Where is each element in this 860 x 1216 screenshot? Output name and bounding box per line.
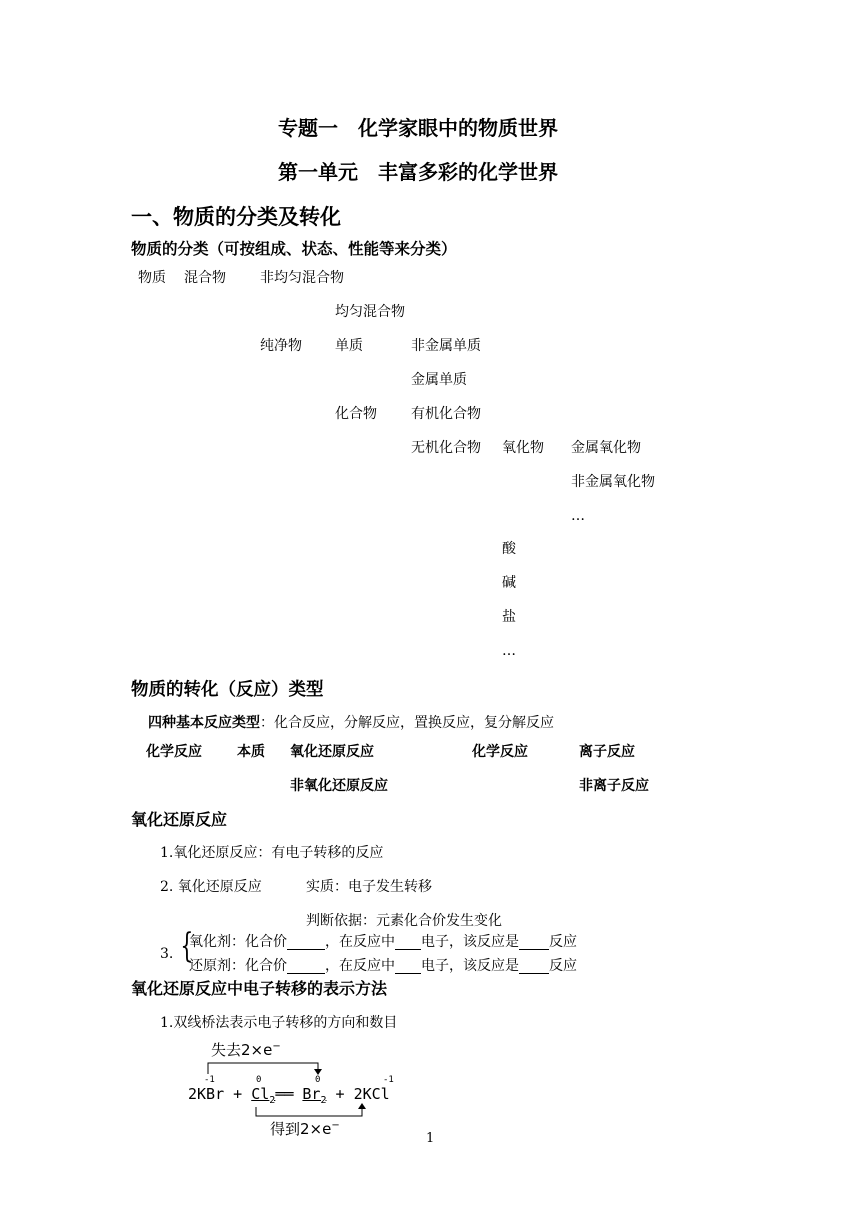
conversion-heading: 物质的转化（反应）类型 — [131, 680, 324, 700]
tree-node: 非均匀混合物 — [260, 270, 344, 286]
tree-node: 碱 — [502, 575, 516, 591]
chem-reaction-label-2: 化学反应 — [472, 744, 528, 760]
ox-number: -1 — [204, 1075, 215, 1085]
redox-item-3-number: 3. — [160, 946, 174, 962]
tree-node: 均匀混合物 — [335, 304, 405, 320]
essence-label: 本质 — [237, 744, 265, 760]
tree-node: 盐 — [502, 609, 516, 625]
redox-label: 氧化还原反应 — [290, 744, 374, 760]
page-number: 1 — [426, 1131, 435, 1146]
gain-electrons-label: 得到2×e− — [270, 1120, 340, 1138]
double-bridge-item: 1.双线桥法表示电子转移的方向和数目 — [160, 1015, 398, 1031]
tree-node: 混合物 — [184, 270, 226, 286]
tree-node: 金属氧化物 — [571, 440, 641, 456]
tree-node: 化合物 — [335, 406, 377, 422]
redox-heading: 氧化还原反应 — [131, 810, 228, 829]
redox-item-1: 1.氧化还原反应：有电子转移的反应 — [160, 845, 384, 861]
non-ionic-label: 非离子反应 — [579, 778, 649, 794]
tree-node: 非金属氧化物 — [571, 474, 655, 490]
basic-types-label: 四种基本反应类型 — [148, 715, 260, 731]
ox-number: 0 — [315, 1075, 321, 1085]
tree-node: 非金属单质 — [411, 338, 481, 354]
tree-node: 物质 — [138, 270, 166, 286]
ox-number: -1 — [383, 1075, 394, 1085]
classification-heading: 物质的分类（可按组成、状态、性能等来分类） — [131, 240, 457, 258]
basic-types-text: ：化合反应，分解反应，置换反应，复分解反应 — [260, 715, 554, 731]
tree-node: 纯净物 — [260, 338, 302, 354]
tree-node: 氧化物 — [502, 440, 544, 456]
tree-node: 酸 — [502, 541, 516, 557]
oxidant-line: 氧化剂：化合价 ，在反应中 电子，该反应是 反应 — [189, 934, 577, 950]
unit-title: 第一单元 丰富多彩的化学世界 — [278, 160, 558, 184]
non-redox-label: 非氧化还原反应 — [290, 778, 388, 794]
left-brace: { — [180, 926, 194, 966]
electron-transfer-heading: 氧化还原反应中电子转移的表示方法 — [131, 979, 388, 998]
redox-item-2a: 2. 氧化还原反应 — [160, 879, 262, 895]
chapter-title: 专题一 化学家眼中的物质世界 — [278, 116, 558, 140]
redox-item-2c: 判断依据：元素化合价发生变化 — [306, 913, 502, 929]
reductant-line: 还原剂：化合价 ，在反应中 电子，该反应是 反应 — [189, 958, 577, 974]
ox-number: 0 — [256, 1075, 262, 1085]
tree-node: 无机化合物 — [411, 440, 481, 456]
tree-node: 单质 — [335, 338, 363, 354]
tree-node: … — [571, 508, 585, 524]
lose-electrons-label: 失去2×e− — [211, 1041, 281, 1059]
tree-node: 金属单质 — [411, 372, 467, 388]
section-heading: 一、物质的分类及转化 — [131, 205, 341, 229]
chem-reaction-label: 化学反应 — [146, 744, 202, 760]
tree-node: 有机化合物 — [411, 406, 481, 422]
ionic-label: 离子反应 — [579, 744, 635, 760]
chemical-equation: $2KBr + Cl_2══$ $Br_2 + 2KCl$ — [188, 1085, 390, 1106]
tree-node: … — [502, 643, 516, 659]
redox-item-2b: 实质：电子发生转移 — [306, 879, 432, 895]
